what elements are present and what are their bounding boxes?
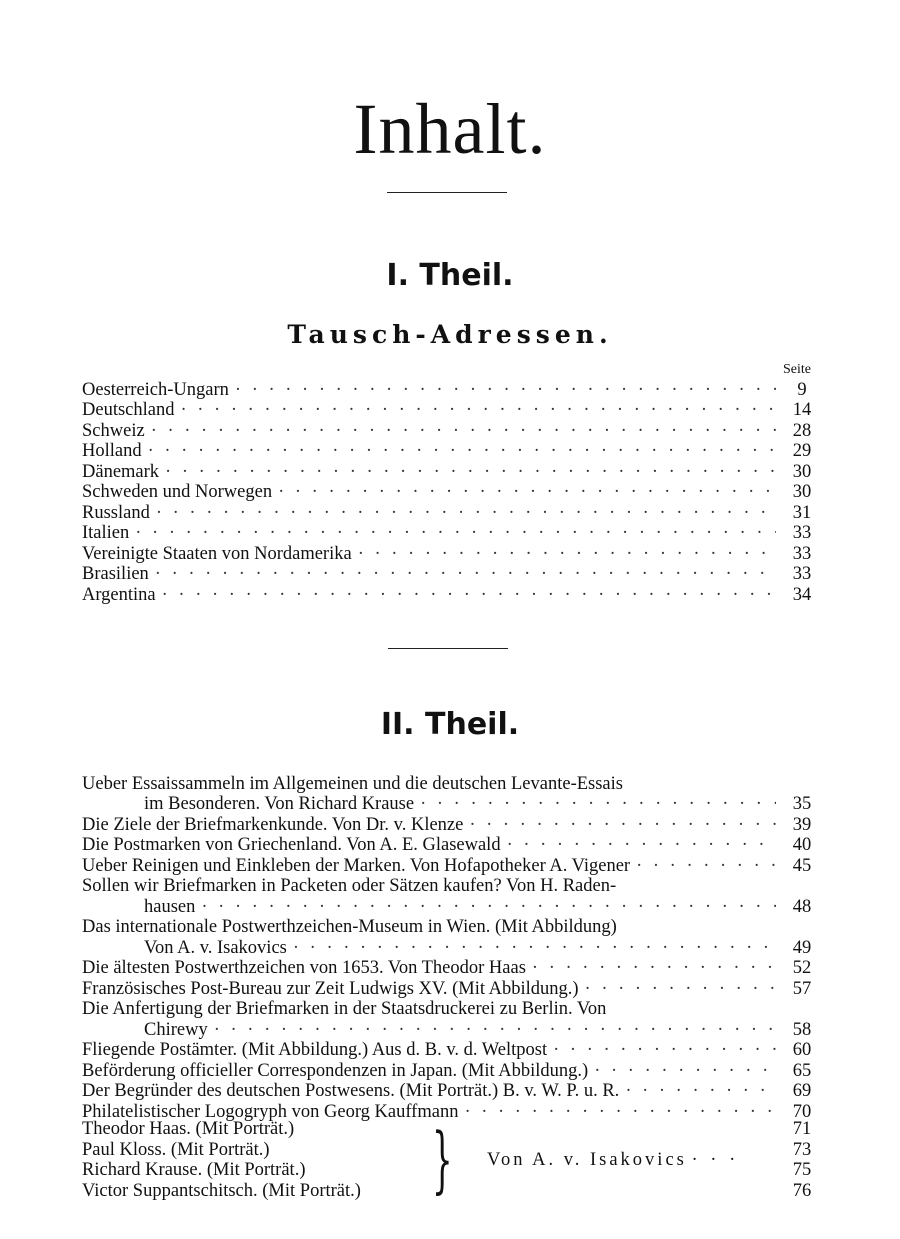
toc-entry-page: 33: [792, 543, 812, 564]
toc-entry-text: Beförderung officieller Correspondenzen in Japan. (Mit Abbildung.): [82, 1060, 589, 1081]
toc-entry-label: Vereinigte Staaten von Nordamerika: [82, 543, 352, 564]
group-author-text: Von A. v. Isakovics: [487, 1150, 687, 1170]
toc-entry-label: Dänemark: [82, 461, 160, 482]
toc-entry: [82, 543, 822, 564]
toc-entry: [82, 420, 822, 441]
leader-dots: [532, 958, 776, 978]
toc-entry-label: Oesterreich-Ungarn: [82, 379, 229, 400]
toc-entry-page: 29: [792, 441, 812, 461]
leader-dots: [293, 938, 776, 958]
portrait-name: Richard Krause. (Mit Porträt.): [82, 1160, 306, 1180]
toc-entry: [82, 855, 822, 876]
toc-entry: [82, 978, 822, 999]
toc-entry-page: 31: [792, 502, 812, 523]
toc-entry-page: 70: [792, 1101, 812, 1122]
part2-toc: [82, 773, 822, 1122]
toc-entry-text: Ueber Essaissammeln im Allgemeinen und die deutschen Levante-Essais: [82, 773, 623, 794]
toc-entry-page: 65: [792, 1060, 812, 1081]
title-divider: [387, 192, 507, 193]
seite-label: Seite: [783, 362, 811, 377]
toc-entry-label: Holland: [82, 441, 142, 461]
toc-entry: [82, 814, 822, 835]
toc-entry: [82, 958, 822, 979]
toc-entry-label: Brasilien: [82, 564, 149, 584]
group-author: [487, 1150, 739, 1171]
leader-dots: [636, 856, 776, 876]
portrait-group: [82, 1119, 822, 1201]
toc-entry-page: 9: [797, 379, 807, 400]
toc-entry-text: im Besonderen. Von Richard Krause: [144, 794, 415, 814]
toc-entry-page: 33: [792, 564, 812, 584]
leader-dots: [156, 503, 776, 523]
toc-entry-label: Russland: [82, 502, 150, 523]
toc-entry-page: 52: [792, 958, 812, 978]
toc-entry: [82, 461, 822, 482]
toc-entry-page: 45: [792, 855, 812, 876]
toc-entry: [82, 1060, 822, 1081]
portrait-page: 76: [792, 1180, 812, 1201]
portrait-name: Theodor Haas. (Mit Porträt.): [82, 1119, 295, 1139]
toc-entry: [82, 584, 822, 605]
leader-dots: [201, 897, 776, 917]
toc-entry-label: Italien: [82, 523, 130, 543]
toc-entry: [82, 1081, 822, 1102]
toc-entry: [82, 564, 822, 585]
toc-entry-page: 33: [792, 523, 812, 543]
section-heading: Tausch-Adressen.: [287, 320, 613, 349]
toc-entry-line: [82, 958, 822, 979]
leader-dots: [148, 441, 776, 461]
toc-entry-text: Ueber Reinigen und Einkleben der Marken. Von Hofapotheker A. Vigener: [82, 855, 631, 876]
toc-entry: [82, 379, 822, 400]
portrait-name: Paul Kloss. (Mit Porträt.): [82, 1139, 270, 1160]
leader-dots: [162, 585, 776, 605]
toc-entry-line: [82, 835, 822, 856]
toc-entry-line: [82, 917, 822, 938]
leader-dots: [165, 462, 776, 482]
toc-entry: [82, 917, 822, 958]
toc-entry-line: [82, 1060, 822, 1081]
toc-entry-text: Chirewy: [144, 1019, 208, 1040]
toc-entry-text: Die ältesten Postwerthzeichen von 1653. Von Theodor Haas: [82, 958, 526, 978]
portrait-page: 71: [792, 1119, 812, 1139]
leader-dots: [214, 1020, 776, 1040]
leader-dots: · · ·: [691, 1150, 740, 1170]
leader-dots: [151, 421, 776, 441]
toc-entry-line: [82, 999, 822, 1020]
part1-heading: I. Theil.: [386, 258, 514, 293]
toc-entry-label: Schweiz: [82, 420, 145, 441]
page-title: Inhalt.: [353, 89, 547, 169]
toc-entry-page: 28: [792, 420, 812, 441]
toc-entry-line: [82, 794, 822, 815]
portrait-pages: [782, 1119, 822, 1201]
toc-entry-label: Argentina: [82, 584, 156, 605]
toc-entry: [82, 523, 822, 544]
toc-entry-page: 49: [792, 937, 812, 958]
toc-entry-page: 30: [792, 461, 812, 482]
leader-dots: [594, 1061, 776, 1081]
toc-entry-line: [82, 876, 822, 897]
part-divider: [388, 648, 508, 649]
toc-entry: [82, 876, 822, 917]
toc-entry-text: Die Anfertigung der Briefmarken in der Staatsdruckerei zu Berlin. Von: [82, 999, 607, 1019]
toc-entry-text: Philatelistischer Logogryph von Georg Kauffmann: [82, 1101, 459, 1122]
toc-entry: [82, 400, 822, 421]
leader-dots: [278, 482, 776, 502]
toc-entry-text: Der Begründer des deutschen Postwesens. (Mit Porträt.) B. v. W. P. u. R.: [82, 1081, 620, 1101]
toc-entry-text: Das internationale Postwerthzeichen-Museum in Wien. (Mit Abbildung): [82, 917, 617, 937]
toc-entry-line: [82, 814, 822, 835]
toc-entry-line: [82, 1019, 822, 1040]
leader-dots: [507, 835, 776, 855]
toc-entry-page: 57: [792, 978, 812, 999]
toc-entry-page: 58: [792, 1019, 812, 1040]
leader-dots: [469, 815, 776, 835]
toc-entry-line: [82, 896, 822, 917]
toc-entry: [82, 441, 822, 462]
toc-entry: [82, 773, 822, 814]
leader-dots: [180, 400, 776, 420]
toc-entry-line: [82, 855, 822, 876]
toc-entry-text: Französisches Post-Bureau zur Zeit Ludwigs XV. (Mit Abbildung.): [82, 978, 579, 999]
brace-icon: }: [432, 1117, 453, 1201]
toc-entry-line: [82, 937, 822, 958]
toc-entry-label: Schweden und Norwegen: [82, 482, 273, 502]
toc-entry-text: Fliegende Postämter. (Mit Abbildung.) Aus d. B. v. d. Weltpost: [82, 1040, 548, 1060]
toc-entry-page: 34: [792, 584, 812, 605]
part1-toc: [82, 379, 822, 605]
toc-entry-text: Die Ziele der Briefmarkenkunde. Von Dr. v. Klenze: [82, 814, 464, 835]
toc-entry-page: 14: [792, 400, 812, 420]
toc-entry-line: [82, 1081, 822, 1102]
toc-entry-page: 30: [792, 482, 812, 502]
toc-entry-text: Von A. v. Isakovics: [144, 937, 287, 958]
toc-entry-line: [82, 978, 822, 999]
toc-entry-page: 48: [792, 896, 812, 917]
toc-entry-text: Sollen wir Briefmarken in Packeten oder Sätzen kaufen? Von H. Raden-: [82, 876, 617, 896]
toc-entry: [82, 502, 822, 523]
part2-heading: II. Theil.: [380, 707, 520, 742]
leader-dots: [553, 1040, 776, 1060]
leader-dots: [420, 794, 776, 814]
toc-entry: [82, 482, 822, 503]
toc-entry-page: 40: [792, 835, 812, 855]
toc-entry: [82, 1040, 822, 1061]
portrait-page: 75: [792, 1160, 812, 1180]
toc-entry-line: [82, 773, 822, 794]
toc-entry-line: [82, 1040, 822, 1061]
toc-entry-text: Die Postmarken von Griechenland. Von A. E. Glasewald: [82, 835, 501, 855]
toc-entry-page: 69: [792, 1081, 812, 1101]
portrait-name: Victor Suppantschitsch. (Mit Porträt.): [82, 1180, 361, 1201]
leader-dots: [155, 564, 776, 584]
toc-entry-text: hausen: [144, 896, 196, 917]
toc-entry: [82, 999, 822, 1040]
leader-dots: [235, 380, 776, 400]
toc-entry-page: 60: [792, 1040, 812, 1060]
toc-entry: [82, 835, 822, 856]
portrait-page: 73: [792, 1139, 812, 1160]
leader-dots: [585, 979, 776, 999]
toc-entry-page: 35: [792, 794, 812, 814]
leader-dots: [358, 544, 776, 564]
toc-entry-label: Deutschland: [82, 400, 175, 420]
toc-entry-page: 39: [792, 814, 812, 835]
leader-dots: [625, 1081, 776, 1101]
leader-dots: [135, 523, 776, 543]
